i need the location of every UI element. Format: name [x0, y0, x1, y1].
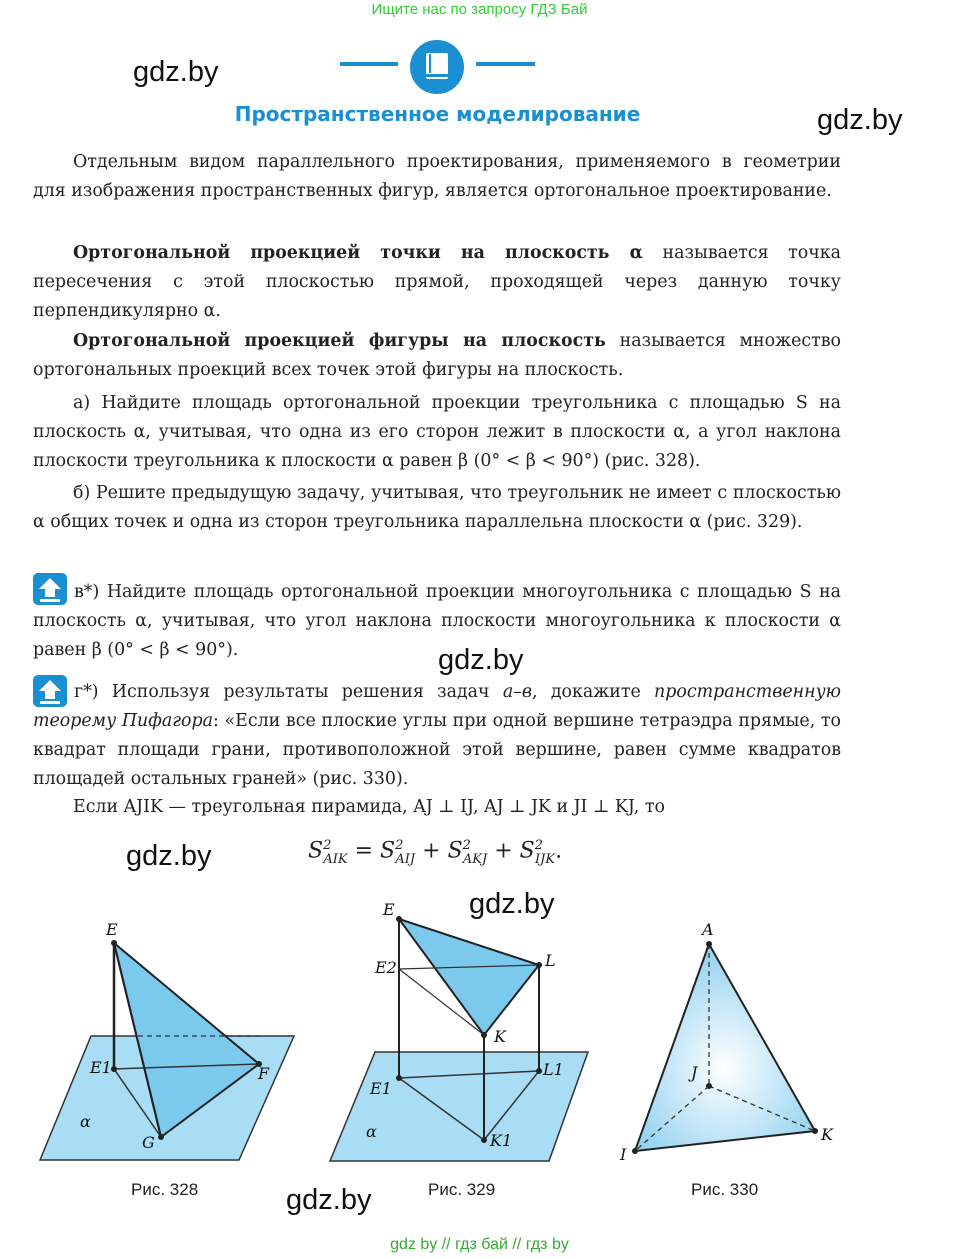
label-E: E	[106, 920, 118, 939]
label-I: I	[620, 1145, 627, 1164]
label-K1: K1	[490, 1131, 513, 1150]
definition-term: Ортогональной проекцией фигуры на плоскость	[73, 331, 606, 351]
figure-330	[610, 915, 850, 1165]
top-banner: Ищите нас по запросу ГДЗ Бай	[371, 1, 588, 18]
paragraph-intro	[33, 148, 841, 206]
task-b	[33, 479, 841, 537]
label-alpha: α	[80, 1112, 91, 1131]
label-J: J	[691, 1063, 698, 1082]
label-alpha: α	[366, 1122, 377, 1141]
label-L1: L1	[543, 1060, 564, 1079]
caption-fig-330: Рис. 330	[691, 1180, 759, 1199]
label-K: K	[494, 1027, 506, 1046]
label-L: L	[545, 951, 556, 970]
watermark: gdz.by	[469, 888, 555, 920]
figure-329	[320, 895, 600, 1165]
label-A: A	[702, 920, 714, 939]
task-c	[33, 578, 841, 665]
header-rule-left	[340, 62, 398, 66]
paragraph-point-projection	[33, 239, 841, 326]
definition-term: Ортогональной проекцией точки на плоскость α	[73, 243, 643, 263]
book-icon	[410, 40, 464, 94]
theorem-name: пространственную теорему Пифагора	[33, 682, 841, 731]
task-a	[33, 389, 841, 476]
task-b-text: б) Решите предыдущую задачу, учитывая, что треугольник не имеет с плоскостью α общих точек и одна из сторон треугольника параллельна плоскости α (рис. 329).	[33, 483, 841, 532]
label-E2: E2	[375, 958, 397, 977]
watermark: gdz.by	[126, 840, 212, 872]
label-E1: E1	[370, 1079, 392, 1098]
header-rule-right	[476, 62, 535, 66]
paragraph-figure-projection	[33, 327, 841, 385]
footer: gdz by // гдз бай // гдз by	[390, 1236, 569, 1253]
watermark: gdz.by	[286, 1184, 372, 1216]
paragraph-1: Отдельным видом параллельного проектирования, применяемого в геометрии для изображения пространственных фигур, является ортогональное проектирование.	[33, 152, 841, 201]
section-title: Пространственное моделирование	[234, 102, 641, 126]
watermark: gdz.by	[817, 104, 903, 136]
task-c-text: в*) Найдите площадь ортогональной проекции многоугольника с площадью S на плоскость α, учитывая, что угол наклона плоскости многоугольника к плоскости α равен β (0° < β < 90°).	[33, 582, 841, 660]
label-G: G	[142, 1133, 155, 1152]
triangle-face	[399, 919, 539, 1035]
task-a-text: а) Найдите площадь ортогональной проекции треугольника с площадью S на плоскость α, учитывая, что одна из его сторон лежит в плоскости α, а угол наклона плоскости треугольника к плоскости α равен β (0° < β < 90°) (рис. 328).	[33, 393, 841, 471]
task-d: г*) Используя результаты решения задач а–в, докажите пространственную теорему Пифагора: «Если все плоские углы при одной вершине тетраэдра прямые, то квадрат площади грани, противоположной этой вершине, равен сумме квадратов площадей остальных граней» (рис. 330).	[33, 682, 841, 789]
caption-fig-329: Рис. 329	[428, 1180, 496, 1199]
label-F: F	[258, 1064, 270, 1083]
condition-text: Если AJIK — треугольная пирамида, AJ ⊥ IJ, AJ ⊥ JK и JI ⊥ KJ, то	[73, 797, 665, 817]
watermark: gdz.by	[133, 56, 219, 88]
condition-line	[33, 793, 841, 822]
label-K: K	[821, 1125, 833, 1144]
caption-fig-328: Рис. 328	[131, 1180, 199, 1199]
label-E1: E1	[90, 1058, 112, 1077]
figure-328	[30, 915, 310, 1170]
label-E: E	[383, 900, 395, 919]
definition-text: называется точка пересечения с этой плоскостью прямой, проходящей через данную точку перпендикулярно α.	[33, 243, 841, 321]
watermark: gdz.by	[438, 644, 524, 676]
pythagoras-formula: $S^2_{AIK} = S^2_{AIJ} + S^2_{AKJ} + S^2_{IJK}$.	[308, 838, 563, 867]
definition-text: называется множество ортогональных проекций всех точек этой фигуры на плоскость.	[33, 331, 841, 380]
